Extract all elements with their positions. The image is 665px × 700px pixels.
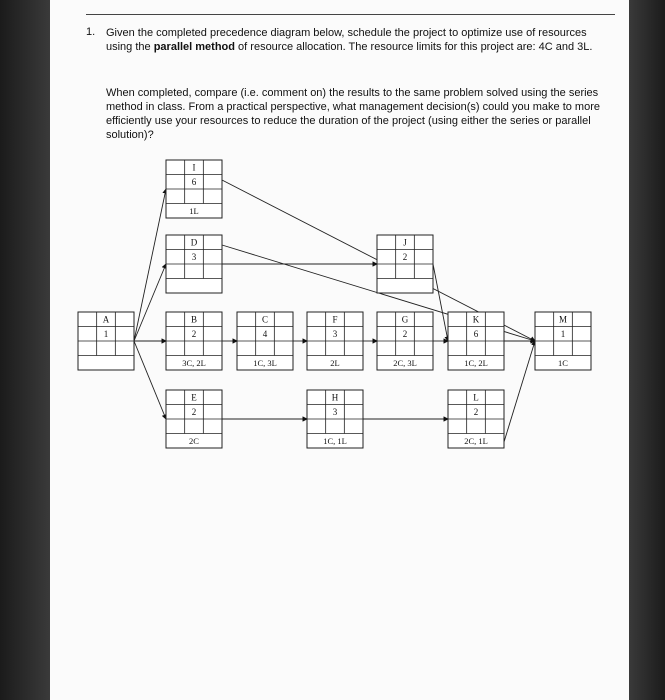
activity-id: K <box>472 314 480 325</box>
activity-resources: 2L <box>330 358 340 368</box>
activity-resources: 3C, 2L <box>182 358 206 368</box>
activity-node-d <box>166 235 222 293</box>
activity-node-j <box>377 235 433 293</box>
activity-id: C <box>261 314 269 325</box>
activity-duration: 2 <box>191 407 197 417</box>
activity-duration: 2 <box>191 329 197 339</box>
activity-node-m <box>535 312 591 370</box>
activity-resources: 2C, 3L <box>393 358 417 368</box>
parallel-method-bold: parallel method <box>153 41 235 53</box>
activity-node-e <box>166 390 222 448</box>
edge-l-m <box>504 341 535 442</box>
activity-node-f <box>307 312 363 370</box>
question-paragraph-2: When completed, compare (i.e. comment on) the results to the same problem solved using the series method in class. From a practical perspective, what management decision(s) could you make to more efficiently use your resources to reduce the duration of the project (using either the series or parallel solution)? <box>106 87 600 141</box>
activity-resources: 1C, 3L <box>253 358 277 368</box>
activity-duration: 1 <box>560 329 566 339</box>
precedence-diagram <box>50 0 629 700</box>
edge-j-k <box>433 264 448 341</box>
activity-node-b <box>166 312 222 370</box>
activity-resources: 1C, 2L <box>464 358 488 368</box>
activity-id: B <box>190 314 198 325</box>
activity-id: F <box>332 314 338 325</box>
activity-node-k <box>448 312 504 370</box>
activity-node-h <box>307 390 363 448</box>
activity-node-g <box>377 312 433 370</box>
edge-a-d <box>134 264 166 341</box>
question-number: 1. <box>86 26 96 38</box>
activity-node-i <box>166 160 222 218</box>
activity-id: G <box>401 314 409 325</box>
activity-duration: 3 <box>332 407 338 417</box>
activity-node-a <box>78 312 134 370</box>
activity-duration: 1 <box>103 329 109 339</box>
activity-id: H <box>331 392 339 403</box>
activity-duration: 4 <box>262 329 268 339</box>
activity-duration: 3 <box>332 329 338 339</box>
activity-id: D <box>190 237 198 248</box>
activity-resources: 2C, 1L <box>464 436 488 446</box>
paragraph-1-start: Given the completed precedence diagram below, schedule the project to optimize use of resources using the <box>106 27 587 53</box>
activity-duration: 6 <box>473 329 479 339</box>
activity-id: E <box>191 392 197 403</box>
activity-id: J <box>403 237 407 248</box>
activity-resources: 1C, 1L <box>323 436 347 446</box>
scan-right-edge <box>629 0 665 700</box>
activity-duration: 3 <box>191 252 197 262</box>
activity-duration: 6 <box>191 177 197 187</box>
activity-resources: 1L <box>189 206 199 216</box>
activity-id: L <box>473 392 479 403</box>
activity-id: M <box>558 314 568 325</box>
activity-duration: 2 <box>402 329 408 339</box>
diagram-nodes <box>78 160 591 448</box>
activity-id: A <box>102 314 110 325</box>
activity-resources: 1C <box>558 358 568 368</box>
activity-resources: 2C <box>189 436 199 446</box>
scan-left-edge <box>0 0 50 700</box>
activity-id: I <box>192 162 196 173</box>
activity-node-l <box>448 390 504 448</box>
document-page <box>50 0 629 700</box>
activity-duration: 2 <box>473 407 479 417</box>
activity-duration: 2 <box>402 252 408 262</box>
activity-node-c <box>237 312 293 370</box>
paragraph-1-end: of resource allocation. The resource limits for this project are: 4C and 3L. <box>235 41 593 53</box>
edge-a-e <box>134 341 166 419</box>
edge-a-i <box>134 189 166 341</box>
